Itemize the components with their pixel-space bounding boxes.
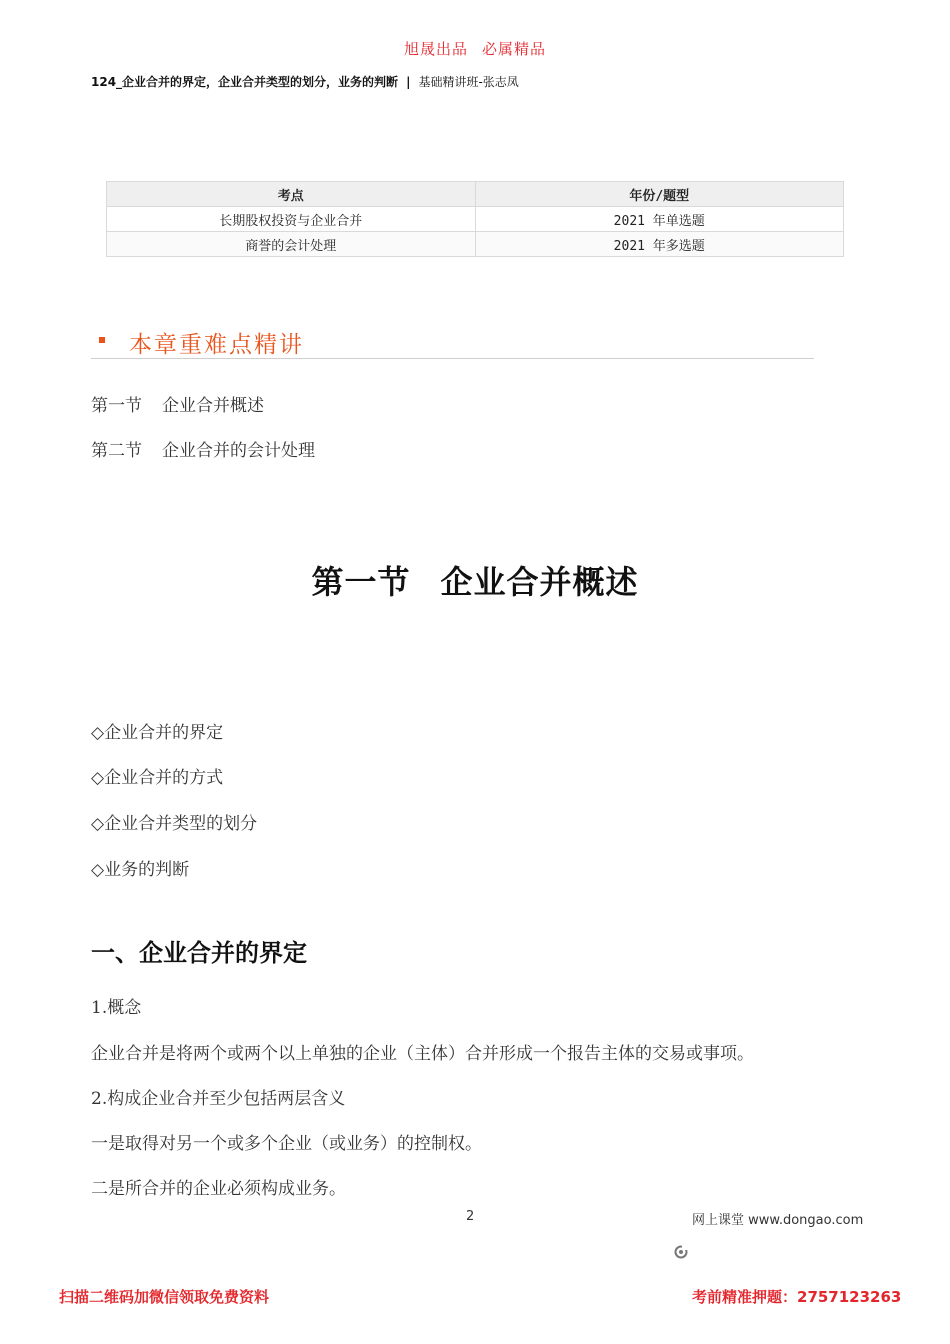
exam-points-table [106,181,844,257]
table-cell: 商誉的会计处理 [107,232,476,257]
list-item: ◇企业合并的方式 [91,768,224,788]
paragraph: 二是所合并的企业必须构成业务。 [91,1179,346,1199]
table-cell: 2021 年单选题 [475,207,844,232]
promo-right: 考前精准押题：2757123263 [692,1288,902,1306]
toc-item [91,391,264,416]
list-item: ◇企业合并的界定 [91,723,224,743]
page-number: 2 [466,1209,475,1224]
toc-item-title: 企业合并概述 [162,396,264,416]
table-row [107,232,844,257]
paragraph: 2.构成企业合并至少包括两层含义 [91,1089,346,1109]
section-title-text: 企业合并概述 [440,563,639,601]
brand-slogan [0,38,950,59]
paragraph: 1.概念 [91,998,142,1018]
table-header-cell: 年份/题型 [475,182,844,207]
paragraph: 一是取得对另一个或多个企业（或业务）的控制权。 [91,1134,482,1154]
toc-item-num: 第一节 [91,396,142,416]
header-title: 124_企业合并的界定，企业合并类型的划分，业务的判断 [91,75,399,89]
table-cell: 长期股权投资与企业合并 [107,207,476,232]
table-header-row [107,182,844,207]
list-item: ◇企业合并类型的划分 [91,814,258,834]
toc-item [91,436,315,461]
section-title [0,557,950,603]
brand-right: 必属精品 [482,40,547,58]
chapter-key-points-title: 本章重难点精讲 [129,332,304,358]
toc-item-title: 企业合并的会计处理 [162,441,315,461]
toc-item-num: 第二节 [91,441,142,461]
table-row [107,207,844,232]
site-url: 网上课堂 www.dongao.com [692,1213,864,1228]
header-course: 基础精讲班-张志凤 [418,75,519,89]
section-title-num: 第一节 [311,563,411,601]
promo-left: 扫描二维码加微信领取免费资料 [59,1288,270,1306]
swirl-logo-icon [674,1245,688,1259]
page-header [91,73,519,90]
list-item: ◇业务的判断 [91,860,190,880]
header-separator: | [406,75,411,89]
square-bullet-icon [99,337,105,343]
brand-left: 旭晟出品 [403,40,468,58]
subsection-heading: 一、企业合并的界定 [91,938,307,967]
table-cell: 2021 年多选题 [475,232,844,257]
chapter-key-points-heading [91,326,814,359]
paragraph: 企业合并是将两个或两个以上单独的企业（主体）合并形成一个报告主体的交易或事项。 [91,1044,754,1064]
table-header-cell: 考点 [107,182,476,207]
